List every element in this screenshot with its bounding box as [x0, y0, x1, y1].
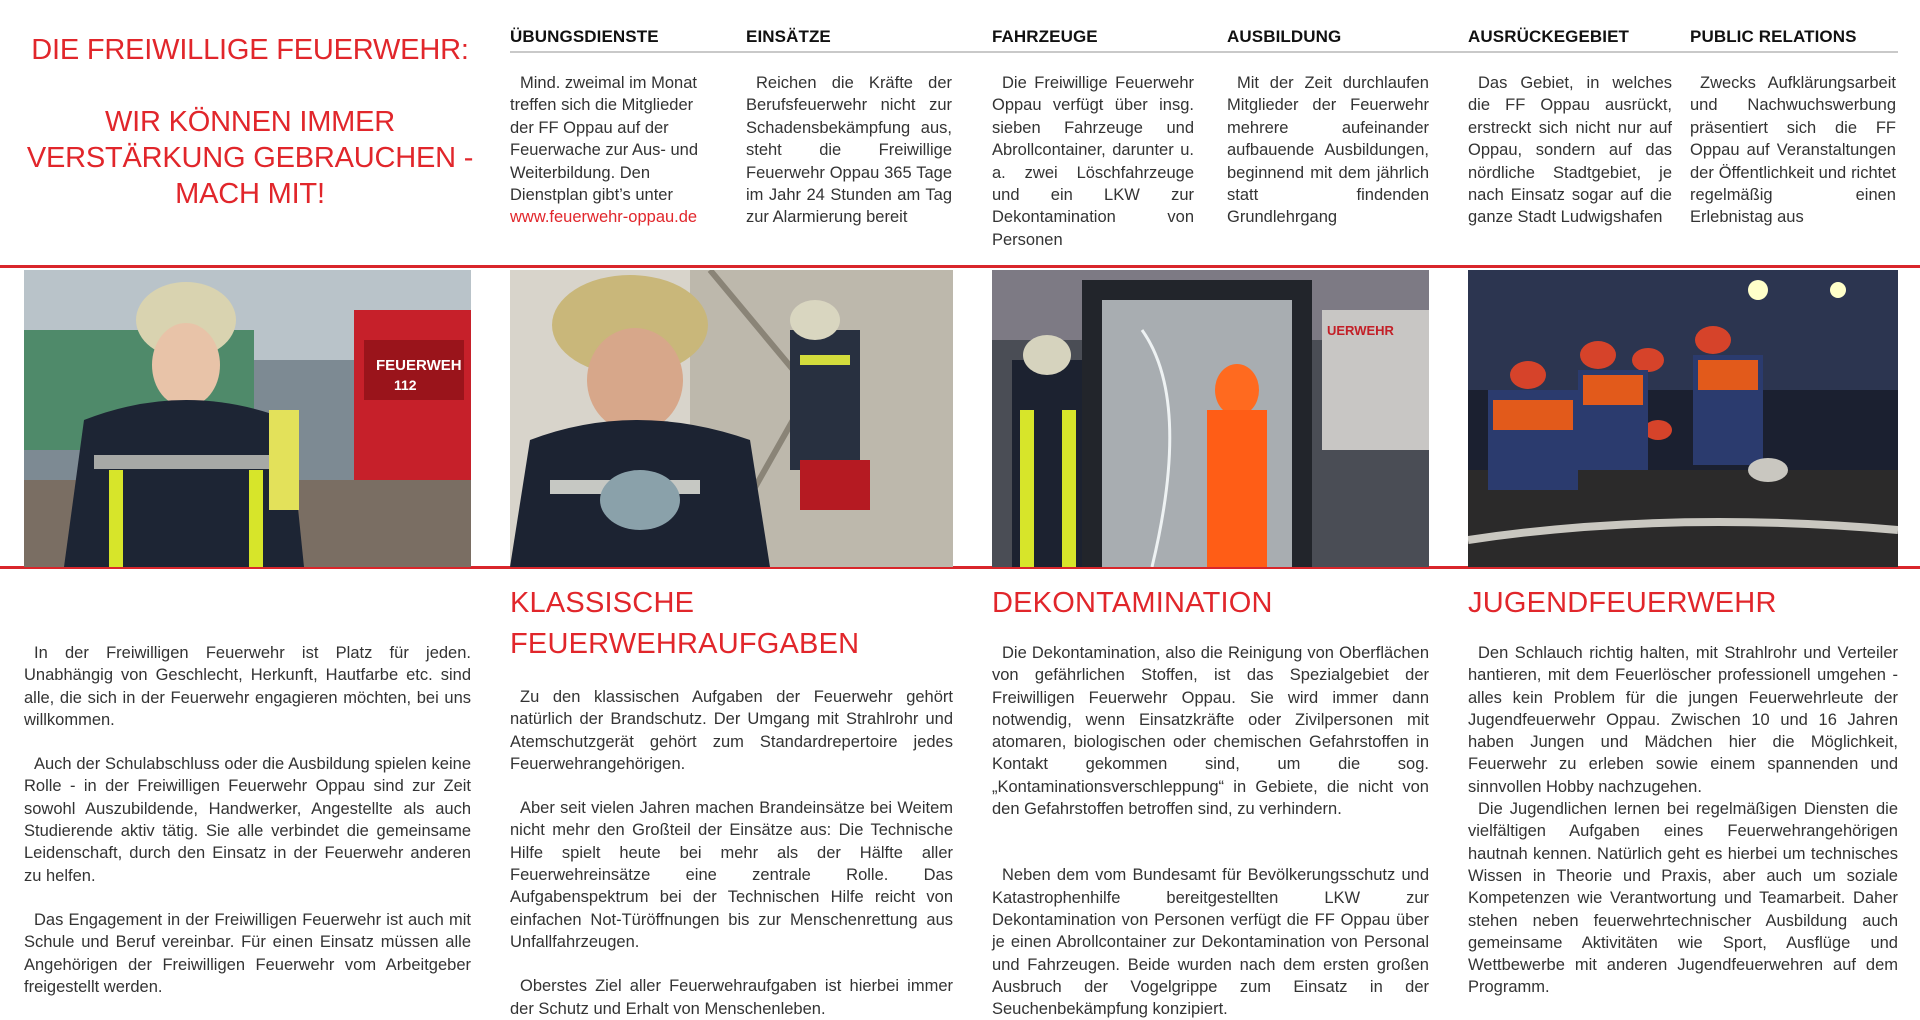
heading-line: FEUERWEHRAUFGABEN: [510, 628, 860, 660]
column-text-body: Die Freiwillige Feuerwehr Oppau verfügt über insg. sieben Fahrzeuge und Abrollcontainer, darunter u. a. zwei Löschfahrzeuge und ein LKW zur Dekontamination von Personen: [992, 74, 1194, 249]
paragraph: Oberstes Ziel aller Feuerwehraufgaben ist hierbei immer der Schutz und Erhalt von Menschenleben.: [510, 977, 953, 1018]
column-text-ausbildung: [1227, 72, 1429, 229]
slogan-line-1: DIE FREIWILLIGE FEUERWEHR:: [31, 34, 469, 66]
paragraph: Die Jugendlichen lernen bei regelmäßigen Diensten die vielfältigen Aufgaben eines Feuerwehrangehörigen hautnah kennen. Natürlich geht es hierbei um technisches Wissen in Theorie und Praxis, aber auch um soziale Kompetenzen wie Verantwortung und Teamarbeit. Daher stehen neben feuerwehrtechnischer Ausbildung auch gemeinsame Aktivitäten wie Sport, Ausflüge und Wettbewerbe mit anderen Jugendfeuerwehren auf dem Programm.: [1468, 800, 1898, 997]
column-text-body: Zwecks Aufklärungsarbeit und Nachwuchswerbung präsentiert sich die FF Oppau auf Veranstaltungen der Öffentlichkeit und richtet regelmäßig einen Erlebnistag aus: [1690, 74, 1896, 227]
section-youth: [1468, 642, 1898, 999]
column-title-ausrueckegebiet: AUSRÜCKEGEBIET: [1468, 27, 1630, 46]
paragraph: Zu den klassischen Aufgaben der Feuerwehr gehört natürlich der Brandschutz. Der Umgang mit Strahlrohr und Atemschutzgerät gehört zum Standardrepertoire jedes Feuerwehrangehörigen.: [510, 688, 953, 773]
column-text-einsaetze: [746, 72, 952, 229]
column-text-body: Reichen die Kräfte der Berufsfeuerwehr nicht zur Schadensbekämpfung aus, steht die Freiwillige Feuerwehr Oppau 365 Tage im Jahr 24 Stunden am Tag zur Alarmierung bereit: [746, 74, 952, 227]
section-membership: [24, 642, 471, 998]
heading-jugendfeuerwehr: JUGENDFEUERWEHR: [1468, 587, 1777, 619]
website-link[interactable]: www.feuerwehr-oppau.de: [510, 208, 698, 227]
slogan-line-2: WIR KÖNNEN IMMER VERSTÄRKUNG GEBRAUCHEN - MACH MIT!: [26, 106, 474, 210]
red-band-top-line: [0, 265, 1920, 268]
section-classic-tasks: [510, 686, 953, 1020]
paragraph: Die Dekontamination, also die Reinigung von Oberflächen von gefährlichen Stoffen, ist das Spezialgebiet der Freiwilligen Feuerwehr Oppau. Sie wird immer dann notwendig, wenn Einsatzkräfte oder Zivilpersonen mit atomaren, biologischen oder chemischen Gefahrstoffen in Kontakt gekommen sind, um die sog. „Kontaminationsverschleppung“ in Gebiete, die nicht von den Gefahrstoffen betroffen sind, zu verhindern.: [992, 644, 1429, 819]
truck-label: FEUERWEH: [376, 357, 462, 374]
section-decontamination: [992, 642, 1429, 1020]
paragraph: Den Schlauch richtig halten, mit Strahlrohr und Verteiler hantieren, mit dem Feuerlöscher professionell umgehen - alles kein Problem für die jungen Feuerwehrleute der Jugendfeuerwehr Oppau. Zwischen 10 und 16 Jahren haben Jungen und Mädchen hier die Möglichkeit, Feuerwehr zu erleben sowie einem spannenden und sinnvollen Hobby nachzugehen.: [1468, 644, 1898, 796]
slogan: [24, 32, 476, 212]
heading-klassische-feuerwehraufgaben: [510, 583, 859, 665]
paragraph: In der Freiwilligen Feuerwehr ist Platz für jeden. Unabhängig von Geschlecht, Herkunft, Hautfarbe etc. sind alle, die sich in der Feuerwehr engagieren möchten, bei uns willkommen.: [24, 644, 471, 729]
photo-firefighter-helmet: [510, 270, 953, 567]
column-title-uebungsdienste: ÜBUNGSDIENSTE: [510, 27, 659, 46]
column-text-body: Mit der Zeit durchlaufen Mitglieder der Feuerwehr mehrere aufeinander aufbauende Ausbildungen, beginnend mit dem jährlich statt findenden Grundlehrgang: [1227, 74, 1429, 227]
column-title-public-relations: PUBLIC RELATIONS: [1690, 27, 1857, 46]
column-text-fahrzeuge: [992, 72, 1194, 251]
column-text-public-relations: [1690, 72, 1896, 229]
column-text-uebungsdienste: [510, 72, 706, 229]
column-text-body: Das Gebiet, in welches die FF Oppau ausrückt, erstreckt sich nicht nur auf Oppau, sondern auf das nördliche Stadtgebiet, je nach Einsatz sogar auf die ganze Stadt Ludwigshafen: [1468, 74, 1672, 227]
header-divider: [510, 51, 1898, 53]
photo-youth-fire-brigade: [1468, 270, 1898, 567]
paragraph: Das Engagement in der Freiwilligen Feuerwehr ist auch mit Schule und Beruf vereinbar. Für einen Einsatz müssen alle Angehörigen der Freiwilligen Feuerwehr vom Arbeitgeber freigestellt werden.: [24, 910, 471, 996]
truck-label: UERWEHR: [1327, 323, 1394, 338]
photo-firefighter-woman: [24, 270, 471, 567]
column-title-ausbildung: AUSBILDUNG: [1227, 27, 1342, 46]
paragraph: Aber seit vielen Jahren machen Brandeinsätze bei Weitem nicht mehr den Großteil der Einsätze aus: Die Technische Hilfe spielt heute bei mehr als der Hälfte aller Feuerwehreinsätze eine zentrale Rolle. Das Aufgabenspektrum bei der Technischen Hilfe reicht von einfachen Not-Türöffnungen bis zur Menschenrettung aus Unfallfahrzeugen.: [510, 799, 953, 951]
paragraph: Neben dem vom Bundesamt für Bevölkerungsschutz und Katastrophenhilfe bereitgestellten LKW zur Dekontamination von Personen verfügt die FF Oppau über je einen Abrollcontainer zur Dekontamination von Personal und Fahrzeugen. Beide wurden nach dem ersten großen Ausbruch der Vogelgrippe zum Einsatz in der Seuchenbekämpfung konzipiert.: [992, 866, 1429, 1019]
column-text-body: Mind. zweimal im Monat treffen sich die Mitglieder der FF Oppau auf der Feuerwache zur Aus- und Weiterbildung. Den Dienstplan gibt’s unter: [510, 74, 699, 205]
heading-dekontamination: DEKONTAMINATION: [992, 587, 1273, 619]
photo-decontamination: [992, 270, 1429, 567]
column-title-einsaetze: EINSÄTZE: [746, 27, 831, 46]
truck-number: 112: [394, 377, 417, 393]
column-title-fahrzeuge: FAHRZEUGE: [992, 27, 1098, 46]
column-text-ausrueckegebiet: [1468, 72, 1672, 229]
paragraph: Auch der Schulabschluss oder die Ausbildung spielen keine Rolle - in der Freiwilligen Feuerwehr Oppau sind zur Zeit sowohl Auszubildende, Handwerker, Angestellte als auch Studierende aktiv tätig. Sie alle verbindet die gemeinsame Leidenschaft, durch den Einsatz in der Feuerwehr anderen zu helfen.: [24, 755, 471, 885]
heading-line: KLASSISCHE: [510, 587, 695, 619]
